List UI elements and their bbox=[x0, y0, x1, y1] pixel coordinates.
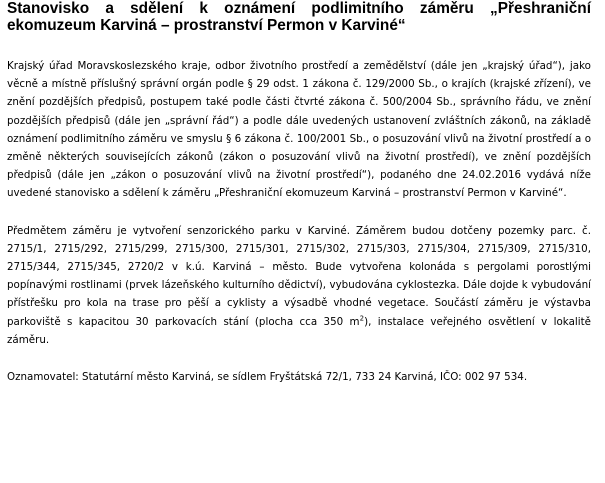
area-unit-superscript: 2 bbox=[359, 314, 365, 323]
notifier-paragraph: Oznamovatel: Statutární město Karviná, se sídlem Fryštátská 72/1, 733 24 Karviná, IČO: 002 97 534. bbox=[7, 371, 528, 384]
project-description-tail: ), instalace veřejného osvětlení v lokalitě záměru. bbox=[7, 315, 591, 346]
intro-paragraph: Krajský úřad Moravskoslezského kraje, odbor životního prostředí a zemědělství (dále jen „krajský úřad“), jako věcně a místně příslušný správní orgán podle § 29 odst. 1 zákona č. 129/2000 Sb., o krajích (krajské zřízení), ve znění pozdějších předpisů, postupem také podle části čtvrté zákona č. 500/2004 Sb., správního řádu, ve znění pozdějších předpisů (dále jen „správní řád“) a podle dále uvedených ustanovení zvláštních zákonů, na základě oznámení podlimitního záměru ve smyslu § 6 zákona č. 100/2001 Sb., o posuzování vlivů na životní prostředí a o změně některých souvisejících zákonů (zákon o posuzování vlivů na životní prostředí), ve znění pozdějších předpisů (dále jen „zákon o posuzování vlivů na životní prostředí“), podaného dne 24.02.2016 vydává níže uvedené stanovisko a sdělení k záměru „Přeshraniční ekomuzeum Karviná – prostranství Permon v Karviné“. bbox=[7, 60, 591, 200]
project-description-text: Předmětem záměru je vytvoření senzorického parku v Karviné. Záměrem budou dotčeny pozemky parc. č. 2715/1, 2715/292, 2715/299, 2715/300, 2715/301, 2715/302, 2715/303, 2715/304, 2715/309, 2715/310, 2715/344, 2715/345, 2720/2 v k.ú. Karviná – město. Bude vytvořena kolonáda s pergolami porostlými popínavými rostlinami (prvek lázeňského kulturního dědictví), vybudována cyklostezka. Dále dojde k vybudování přístřešku pro kola na trase pro pěší a cyklisty a výsadbě vhodné vegetace. Součástí záměru je výstavba parkoviště s kapacitou 30 parkovacích stání (plocha cca 350 m bbox=[7, 224, 591, 328]
project-description-paragraph bbox=[7, 222, 591, 349]
document-page bbox=[7, 0, 591, 386]
document-title: Stanovisko a sdělení k oznámení podlimitního záměru „Přeshraniční ekomuzeum Karviná – prostranství Permon v Karviné“ bbox=[7, 0, 591, 34]
